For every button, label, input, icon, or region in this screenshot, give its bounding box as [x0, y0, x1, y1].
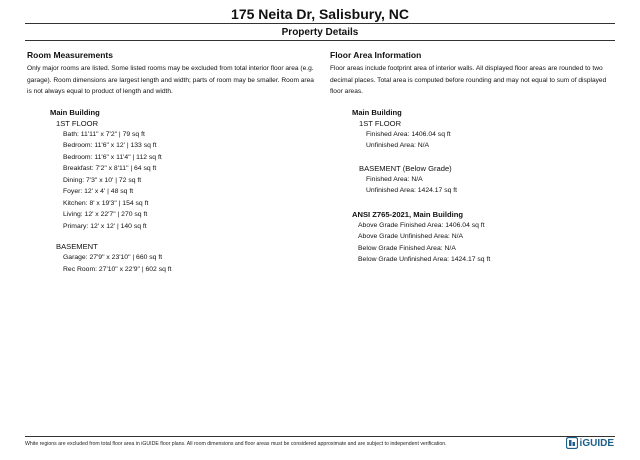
ansi-item: Below Grade Unfinished Area: 1424.17 sq ft [358, 256, 491, 263]
page-subtitle: Property Details [281, 27, 359, 38]
ansi-heading: ANSI Z765-2021, Main Building [352, 209, 463, 219]
floor-area-note: Floor areas include footprint area of interior walls. All displayed floor areas are rounded to two decimal places. Total area is computed before rounding and may not equal to sum of displayed floor areas. [330, 65, 607, 95]
building-name: Main Building [50, 107, 100, 117]
room-item: Garage: 27'9" x 23'10" | 660 sq ft [63, 254, 163, 261]
title-divider [25, 23, 615, 24]
room-measurements-note: Only major rooms are listed. Some listed rooms may be excluded from total interior floor area (e.g. garage). Room dimensions are largest length and width; parts of room may be smaller. Room area is not always equal to product of length and width. [27, 65, 314, 95]
ansi-item: Below Grade Finished Area: N/A [358, 244, 456, 252]
floor-name: BASEMENT (Below Grade) [359, 163, 452, 173]
room-item: Bath: 11'11" x 7'2" | 79 sq ft [63, 130, 145, 138]
area-item: Finished Area: N/A [366, 175, 423, 183]
ansi-item: Above Grade Finished Area: 1406.04 sq ft [358, 221, 485, 229]
room-measurements-heading: Room Measurements [27, 50, 113, 60]
area-item: Finished Area: 1406.04 sq ft [366, 130, 451, 138]
room-item: Bedroom: 11'6" x 12' | 133 sq ft [63, 142, 157, 149]
brand-logo [566, 437, 614, 449]
building-name: Main Building [352, 107, 402, 117]
room-item: Kitchen: 8' x 19'3" | 154 sq ft [63, 199, 149, 207]
logo-text: iGUIDE [579, 437, 614, 449]
floor-area-heading: Floor Area Information [330, 50, 422, 60]
floor-name: 1ST FLOOR [56, 118, 99, 128]
floor-name: 1ST FLOOR [359, 118, 402, 128]
room-item: Dining: 7'3" x 10' | 72 sq ft [63, 176, 142, 184]
page-title: 175 Neita Dr, Salisbury, NC [231, 6, 409, 22]
room-item: Rec Room: 27'10" x 22'9" | 602 sq ft [63, 265, 172, 273]
floor-area-section [330, 50, 617, 266]
area-item: Unfinished Area: 1424.17 sq ft [366, 187, 458, 194]
iguide-logo-icon [566, 437, 578, 449]
room-measurements-section [27, 50, 314, 275]
room-item: Primary: 12' x 12' | 140 sq ft [63, 222, 147, 230]
room-item: Breakfast: 7'2" x 8'11" | 64 sq ft [63, 165, 157, 172]
ansi-item: Above Grade Unfinished Area: N/A [358, 233, 464, 240]
subtitle-divider [25, 40, 615, 41]
room-item: Living: 12' x 22'7" | 270 sq ft [63, 211, 148, 218]
floor-name: BASEMENT [56, 242, 98, 251]
footer-divider [25, 436, 615, 437]
area-item: Unfinished Area: N/A [366, 142, 430, 149]
footer-disclaimer: White regions are excluded from total floor area in iGUIDE floor plans. All room dimensions and floor areas must be considered approximate and are subject to independent verification. [25, 441, 447, 447]
room-item: Bedroom: 11'6" x 11'4" | 112 sq ft [63, 153, 162, 161]
room-item: Foyer: 12' x 4' | 48 sq ft [63, 188, 134, 195]
